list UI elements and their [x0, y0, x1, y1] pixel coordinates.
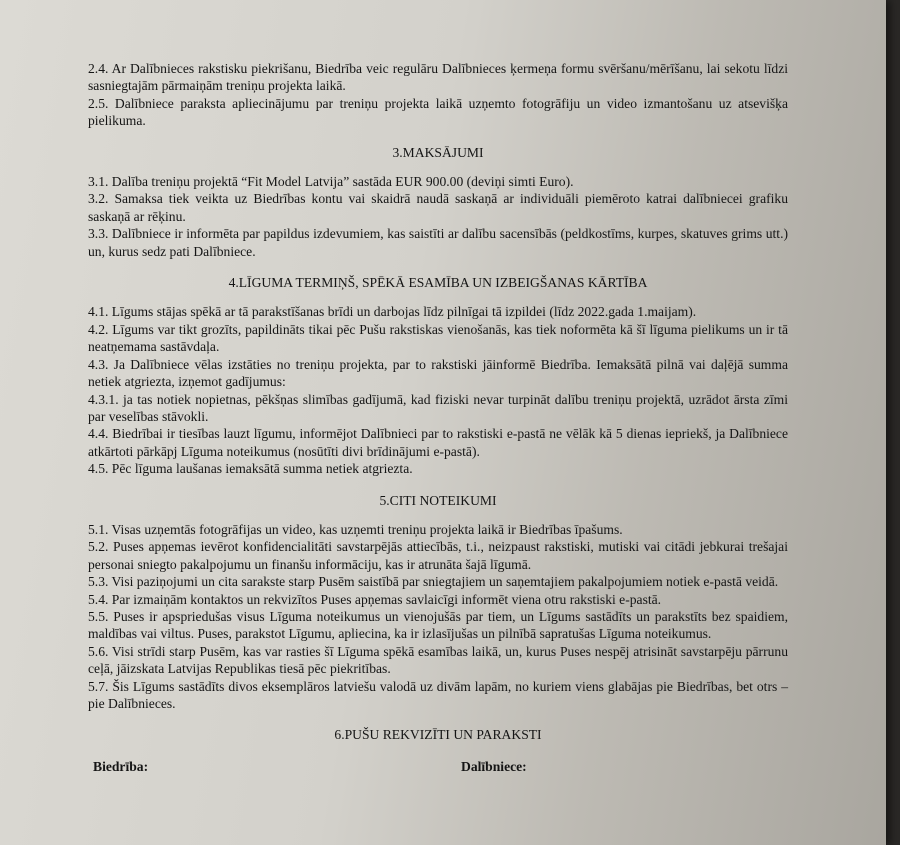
clause-4-3-1: 4.3.1. ja tas notiek nopietnas, pēkšņas slimības gadījumā, kad fiziski nevar turpināt dalību treniņu projektā, uzrādot ārsta zīmi par veselības stāvokli. [88, 391, 788, 424]
clause-4-4: 4.4. Biedrībai ir tiesības lauzt līgumu, informējot Dalībnieci par to rakstiski e-pastā ne vēlāk kā 5 dienas iepriekš, ja Dalībniece atkārtoti pārkāpj Līguma noteikumus (nosūtīti divi brīdinājumi e-pastā). [88, 426, 788, 459]
clause-3-3: 3.3. Dalībniece ir informēta par papildus izdevumiem, kas saistīti ar dalību sacensībās (peldkostīms, kurpes, skatuves grims utt.) un, kurus sedz pati Dalībniece. [88, 226, 788, 259]
clause-2-5: 2.5. Dalībniece paraksta apliecinājumu par treniņu projekta laikā uzņemto fotogrāfiju un video izmantošanu uz atsevišķa pielikuma. [88, 95, 788, 129]
clause-3-2: 3.2. Samaksa tiek veikta uz Biedrības kontu vai skaidrā naudā saskaņā ar individuāli piemēroto katrai dalībniecei grafiku saskaņā ar rēķinu. [88, 191, 788, 224]
clause-4-1: 4.1. Līgums stājas spēkā ar tā parakstīšanas brīdi un darbojas līdz pilnīgai tā izpildei (līdz 2022.gada 1.maijam). [88, 304, 697, 320]
clause-5-7: 5.7. Šis Līgums sastādīts divos eksemplāros latviešu valodā uz divām lapām, no kuriem viens glabājas pie Biedrības, bet otrs – pie Dalībnieces. [88, 678, 788, 711]
document-body [88, 60, 788, 778]
signature-label-association: Biedrība: [93, 758, 149, 774]
clause-5-5: 5.5. Puses ir apspriedušas visus Līguma noteikumus un vienojušās par tiem, un Līgums sastādīts un parakstīts bez spaidiem, maldības vai viltus. Puses, parakstot Līgumu, apliecina, ka ir izlasījušas un pilnībā sapratušas Līguma noteikumus. [88, 608, 788, 642]
clause-5-4: 5.4. Par izmaiņām kontaktos un rekvizītos Puses apņemas savlaicīgi informēt viena otru rakstiski e-pastā. [88, 591, 662, 607]
clause-5-1: 5.1. Visas uzņemtās fotogrāfijas un video, kas uzņemti treniņu projekta laikā ir Biedrības īpašums. [88, 521, 623, 537]
clause-2-4: 2.4. Ar Dalībnieces rakstisku piekrišanu, Biedrība veic regulāru Dalībnieces ķermeņa formu svēršanu/mērīšanu, lai sekotu līdzi sasniegtajām pārmaiņām treniņu projekta laikā. [88, 61, 788, 94]
clause-5-3: 5.3. Visi paziņojumi un cita sarakste starp Pusēm saistībā par sniegtajiem un saņemtajiem pakalpojumiem notiek e-pastā veidā. [88, 574, 779, 590]
clause-5-6: 5.6. Visi strīdi starp Pusēm, kas var rasties šī Līguma spēkā esamības laikā, un, kurus Puses nespēj atrisināt savstarpēju pārrunu ceļā, jāizskata Latvijas Republikas tiesā pēc piekritības. [88, 643, 788, 677]
signature-label-participant: Dalībniece: [461, 758, 527, 774]
clause-4-3: 4.3. Ja Dalībniece vēlas izstāties no treniņu projekta, par to rakstiski jāinformē Biedrība. Iemaksātā pilnā vai daļējā summa netiek atgriezta, izņemot gadījumus: [88, 356, 788, 390]
signature-row [88, 758, 788, 778]
section-heading-signatures: 6.PUŠU REKVIZĪTI UN PARAKSTI [334, 727, 542, 743]
section-heading-payments: 3.MAKSĀJUMI [392, 144, 484, 160]
clause-4-5: 4.5. Pēc līguma laušanas iemaksātā summa netiek atgriezta. [88, 461, 413, 477]
clause-4-2: 4.2. Līgums var tikt grozīts, papildināts tikai pēc Pušu rakstiskas vienošanās, kas tiek noformēta kā šī līguma pielikums un ir tā neatņemama sastāvdaļa. [88, 321, 788, 355]
clause-3-1: 3.1. Dalība treniņu projektā “Fit Model Latvija” sastāda EUR 900.00 (deviņi simti Euro). [88, 174, 574, 190]
section-heading-term: 4.LĪGUMA TERMIŅŠ, SPĒKĀ ESAMĪBA UN IZBEIGŠANAS KĀRTĪBA [228, 275, 648, 291]
section-heading-other: 5.CITI NOTEIKUMI [379, 492, 497, 508]
clause-5-2: 5.2. Puses apņemas ievērot konfidencialitāti savstarpējās attiecībās, t.i., neizpaust rakstiski, mutiski vai citādi jebkurai trešajai personai sniegto pakalpojumu un finanšu informāciju, kas ir atrunāta šajā līgumā. [88, 539, 788, 572]
